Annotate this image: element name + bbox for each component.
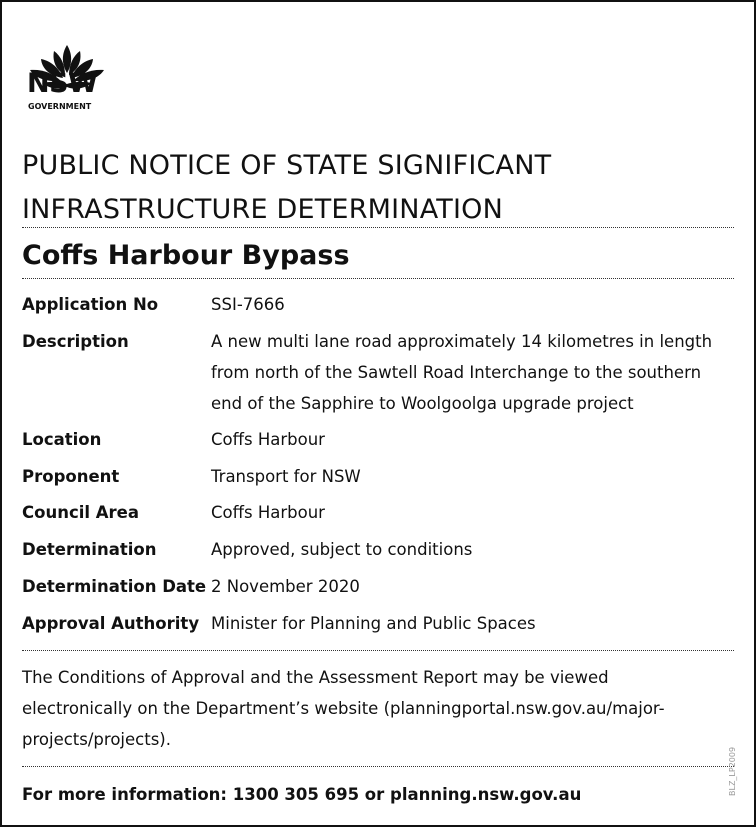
divider xyxy=(22,650,734,651)
detail-label: Determination Date xyxy=(22,577,207,596)
detail-value: SSI-7666 xyxy=(211,295,285,314)
detail-label: Council Area xyxy=(22,503,140,522)
detail-label: Application No xyxy=(22,295,159,314)
detail-label: Location xyxy=(22,430,102,449)
project-title: Coffs Harbour Bypass xyxy=(22,240,350,271)
divider xyxy=(22,278,734,279)
detail-value: Minister for Planning and Public Spaces xyxy=(211,614,536,633)
notice-title-line-1: PUBLIC NOTICE OF STATE SIGNIFICANT xyxy=(22,150,552,181)
footer-contact: For more information: 1300 305 695 or planning.nsw.gov.au xyxy=(22,785,582,804)
detail-value: A new multi lane road approximately 14 kilometres in length from north of the Sawtell Road Interchange to the southern end of the Sapphire to Woolgoolga upgrade project xyxy=(211,332,713,413)
logo-subtext: GOVERNMENT xyxy=(28,102,92,111)
detail-value: Approved, subject to conditions xyxy=(211,540,473,559)
detail-value: 2 November 2020 xyxy=(211,577,360,596)
logo-wordmark: NSW xyxy=(27,68,98,99)
detail-label: Determination xyxy=(22,540,157,559)
detail-label: Approval Authority xyxy=(22,614,200,633)
detail-label: Proponent xyxy=(22,467,120,486)
detail-label: Description xyxy=(22,332,129,351)
info-paragraph: The Conditions of Approval and the Assessment Report may be viewed electronically on the Department’s website (planningportal.nsw.gov.au/major-projects/projects). xyxy=(22,668,665,749)
divider xyxy=(22,766,734,767)
notice-title xyxy=(22,144,722,232)
notice-title-line-2: INFRASTRUCTURE DETERMINATION xyxy=(22,194,503,225)
divider xyxy=(22,227,734,228)
detail-value: Coffs Harbour xyxy=(211,430,325,449)
detail-value: Coffs Harbour xyxy=(211,503,325,522)
reference-code: BLZ_LP2009 xyxy=(728,746,737,796)
detail-value: Transport for NSW xyxy=(211,467,361,486)
